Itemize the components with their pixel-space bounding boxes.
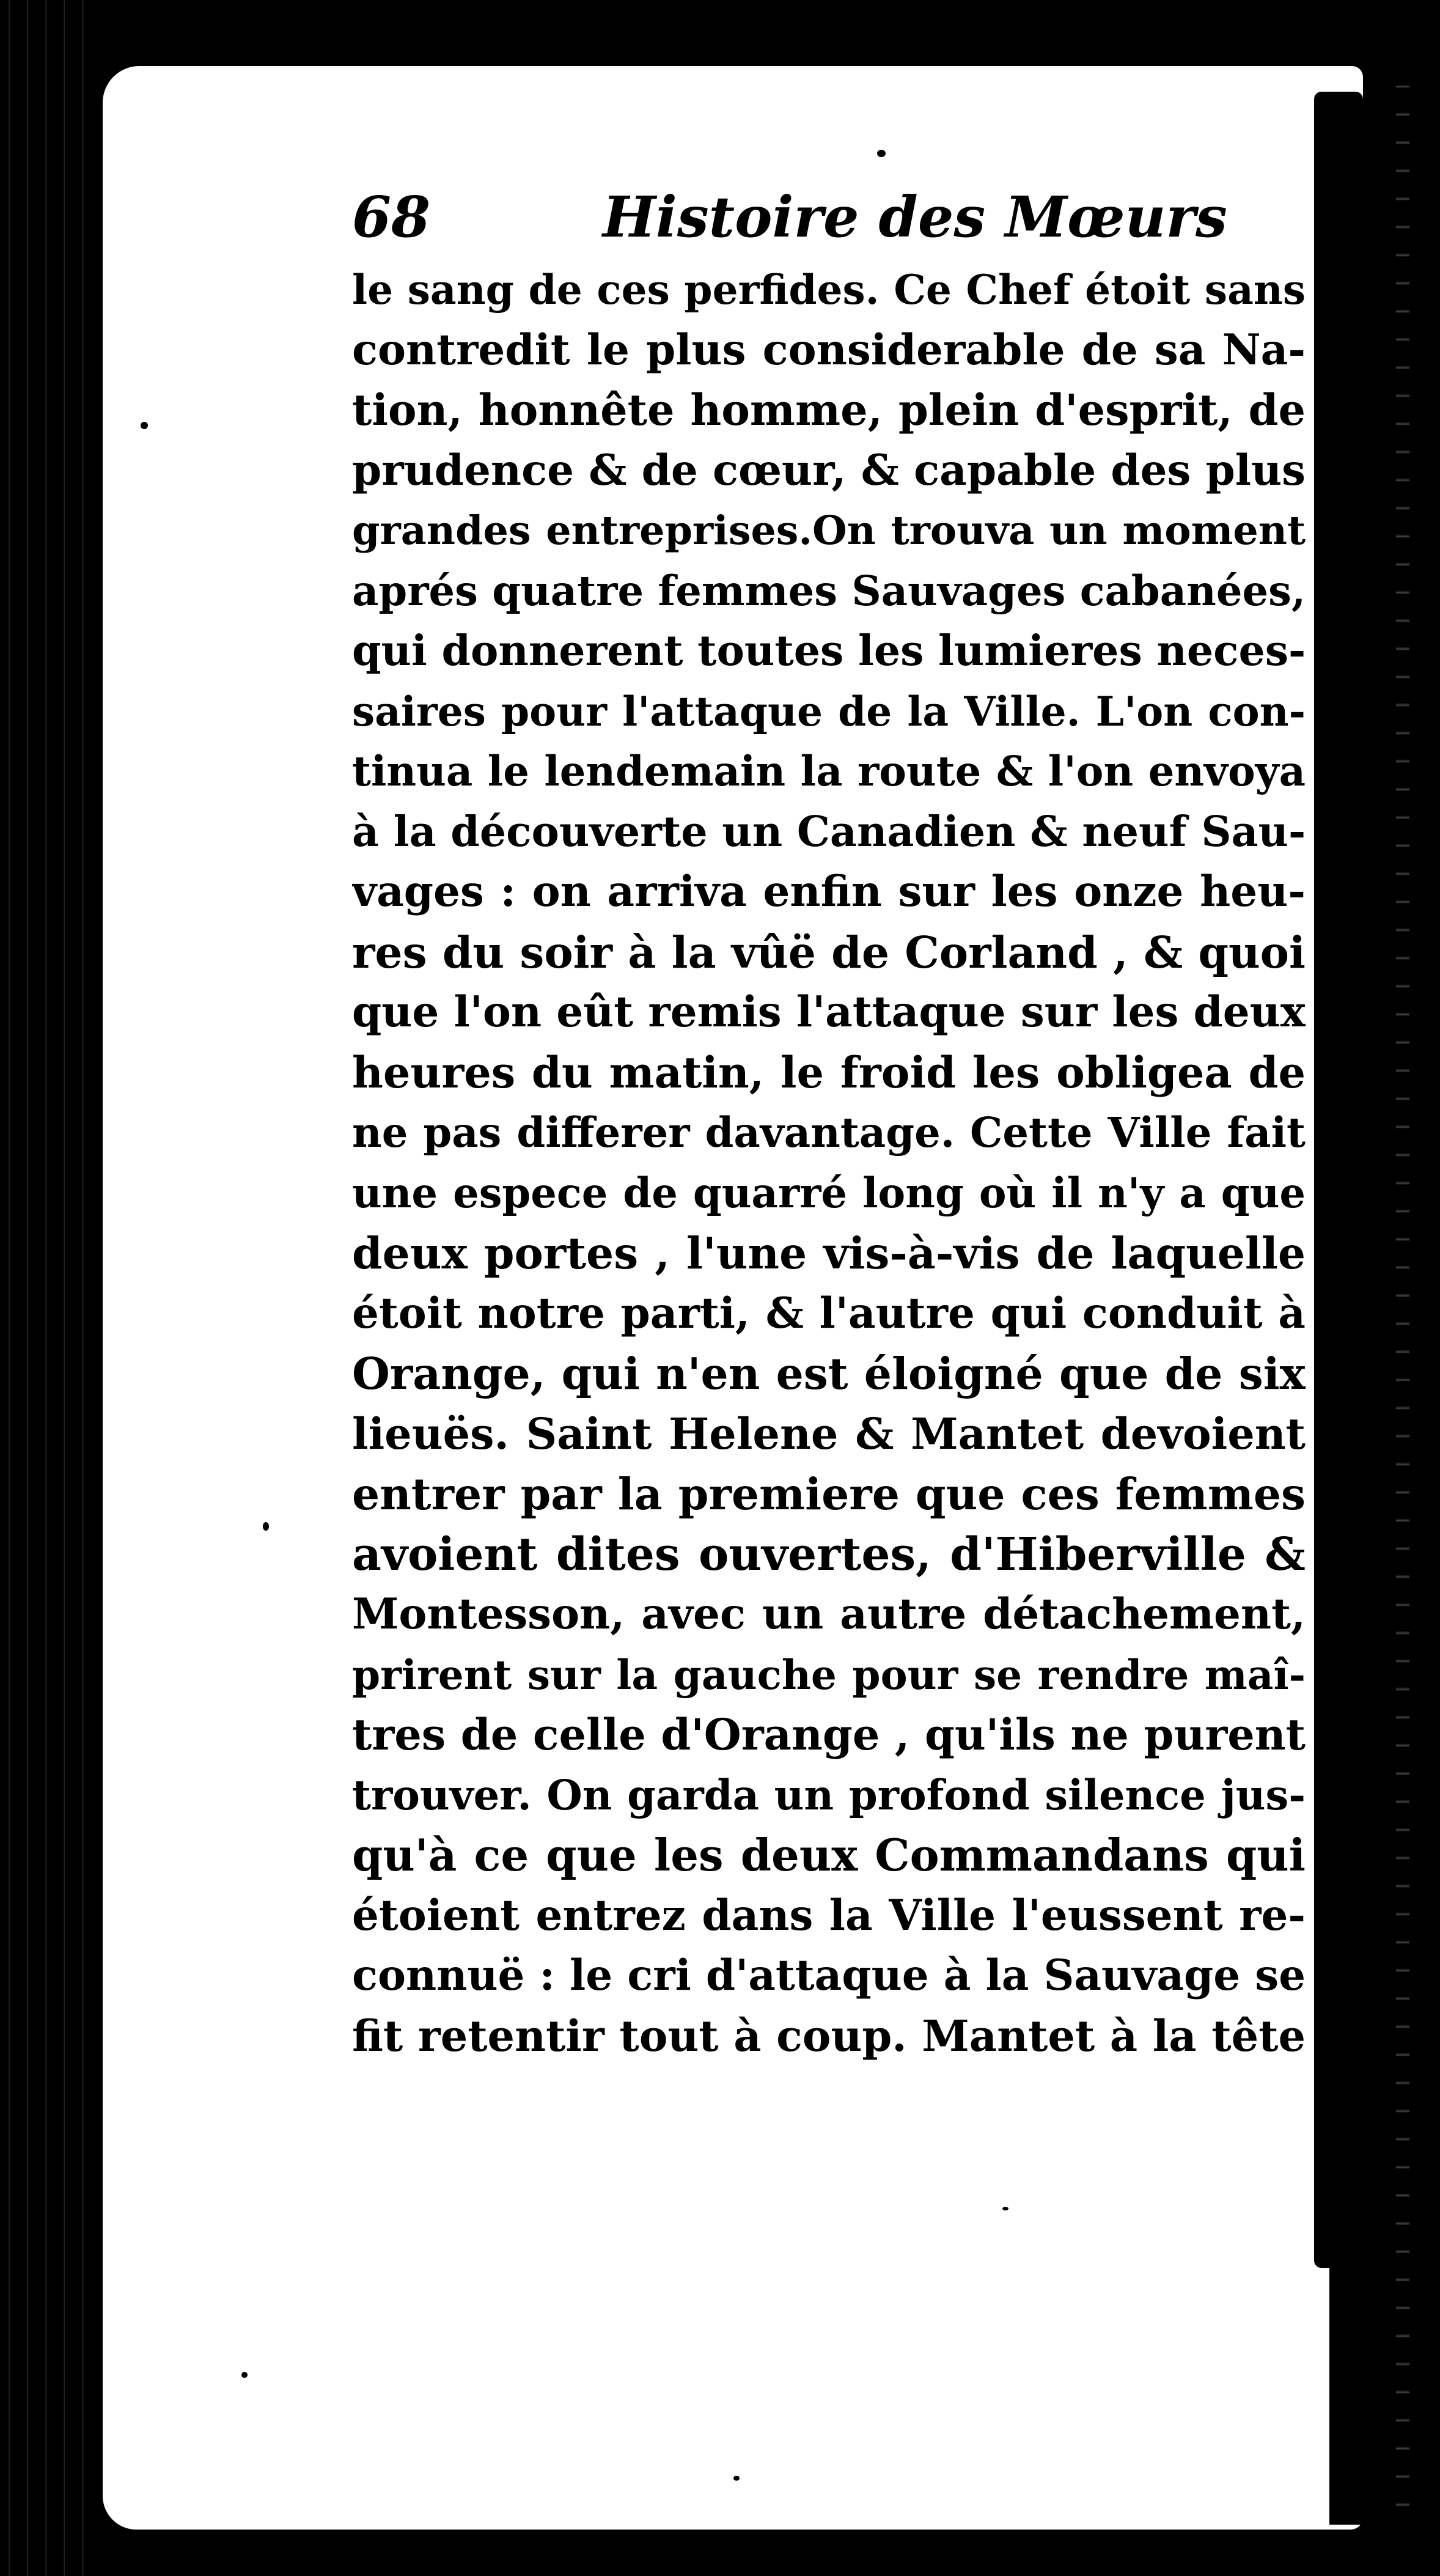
text-line: lieuës. Saint Helene & Mantet devoient — [352, 1408, 1306, 1459]
text-line: entrer par la premiere que ces femmes — [352, 1468, 1306, 1520]
text-line: que l'on eût remis l'attaque sur les deux — [352, 987, 1306, 1037]
page-header — [352, 183, 1306, 251]
page-gutter-shadow — [1314, 92, 1363, 2268]
text-line: ne pas differer davantage. Cette Ville fait — [352, 1108, 1306, 1157]
scan-speck — [263, 1522, 269, 1531]
text-line: qu'à ce que les deux Commandans qui — [352, 1829, 1306, 1881]
text-line: Orange, qui n'en est éloigné que de six — [352, 1348, 1306, 1399]
text-line: tinua le lendemain la route & l'on envoya — [352, 747, 1306, 795]
text-line: res du soir à la vûë de Corland , & quoi — [352, 926, 1306, 978]
text-line: avoient dites ouvertes, d'Hiberville & — [352, 1528, 1306, 1581]
text-line: connuë : le cri d'attaque à la Sauvage se — [352, 1951, 1306, 2000]
scan-speck — [141, 422, 148, 429]
text-line: tion, honnête homme, plein d'esprit, de — [352, 385, 1306, 435]
text-line: vages : on arriva enfin sur les onze heu- — [352, 867, 1306, 916]
text-line: grandes entreprises.On trouva un moment — [352, 507, 1306, 554]
scan-left-border — [0, 0, 98, 2576]
body-text — [352, 260, 1306, 2066]
scan-speck — [1002, 2207, 1008, 2210]
scan-right-border — [1385, 0, 1440, 2576]
page-gutter-bottom — [1329, 2262, 1363, 2525]
text-line: contredit le plus considerable de sa Na- — [352, 325, 1306, 375]
text-line: deux portes , l'une vis-à-vis de laquelle — [352, 1227, 1306, 1279]
text-line: prudence & de cœur, & capable des plus — [352, 445, 1306, 495]
text-line: prirent sur la gauche pour se rendre maî- — [352, 1650, 1306, 1699]
text-line: trouver. On garda un profond silence jus- — [352, 1770, 1306, 1819]
page-number: 68 — [352, 184, 431, 250]
text-line: fit retentir tout à coup. Mantet à la tête — [352, 2010, 1306, 2061]
text-line: saires pour l'attaque de la Ville. L'on con- — [352, 687, 1306, 735]
scan-speck — [877, 150, 886, 157]
book-edge-strip — [1396, 86, 1409, 2531]
text-line: à la découverte un Canadien & neuf Sau- — [352, 807, 1306, 856]
text-line: tres de celle d'Orange , qu'ils ne purent — [352, 1709, 1306, 1760]
text-line: heures du matin, le froid les obligea de — [352, 1047, 1306, 1098]
scan-speck — [241, 2372, 248, 2378]
text-line: étoient entrez dans la Ville l'eussent re- — [352, 1890, 1306, 1940]
text-line: Montesson, avec un autre détachement, — [352, 1589, 1306, 1639]
text-line: aprés quatre femmes Sauvages cabanées, — [352, 566, 1306, 615]
scan-speck — [733, 2476, 740, 2481]
text-line: étoit notre parti, & l'autre qui conduit à — [352, 1288, 1306, 1338]
text-line: le sang de ces perfides. Ce Chef étoit sans — [352, 266, 1306, 314]
running-title: Histoire des Mœurs — [603, 184, 1227, 250]
text-line: une espece de quarré long où il n'y a que — [352, 1168, 1306, 1217]
text-line: qui donnerent toutes les lumieres neces- — [352, 627, 1306, 675]
